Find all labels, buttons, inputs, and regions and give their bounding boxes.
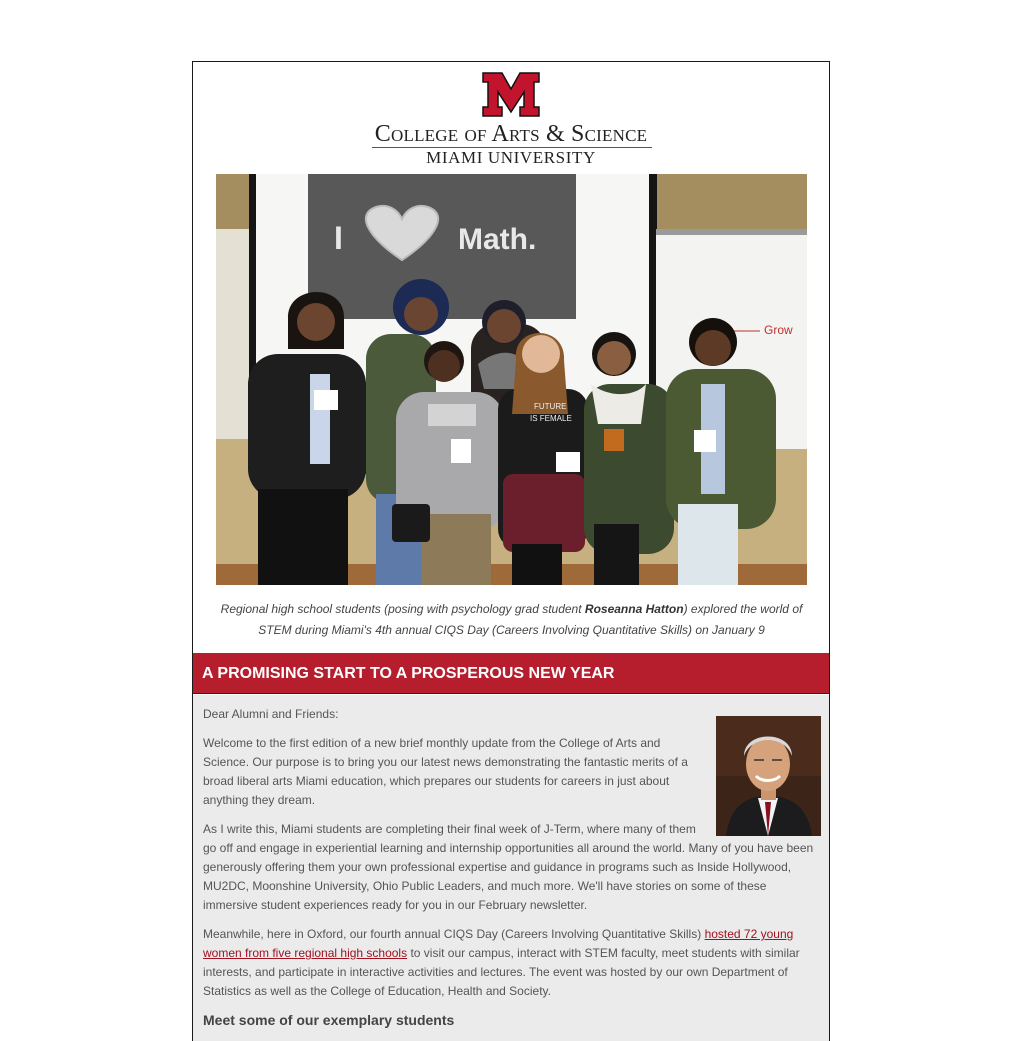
caption-text-before: Regional high school students (posing with psychology grad student [220,602,585,616]
caption-text-after: ) explored the world of STEM during Miami's 4th annual CIQS Day (Careers Involving Quantitative Skills) on January 9 [258,602,803,637]
photo-caption [213,599,810,641]
caption-name: Roseanna Hatton [584,602,684,616]
whiteboard-text: Grow [764,323,793,337]
letter-section [193,695,829,1041]
ciqs-text-after: to visit our campus, interact with STEM faculty, meet students with similar interests, and participate in interactive activities and lectures. The event was hosted by our own Department of Statistics as well as the College of Education, Health and Society. [203,946,800,998]
screen-text-i: I [334,220,343,256]
paragraph-ciqs [203,925,821,1001]
paragraph-jterm: As I write this, Miami students are completing their final week of J-Term, where many of them go off and engage in experiential learning and internship opportunities all around the world. Many of you have been generously offering them your own professional expertise and guidance in programs such as Inside Hollywood, MU2DC, Moonshine University, Ohio Public Leaders, and much more. We'll have stories on some of these immersive student experiences ready for you in our February newsletter. [203,822,814,912]
college-name: College of Arts & Science [374,121,648,147]
shirt-text-2: IS FEMALE [530,414,572,423]
ciqs-text-before: Meanwhile, here in Oxford, our fourth annual CIQS Day (Careers Involving Quantitative Skills) [203,927,705,941]
newsletter-card [192,61,830,1041]
letter-body [203,705,821,1030]
screen-text-math: Math. [458,223,537,256]
students-subhead: Meet some of our exemplary students [203,1012,455,1028]
section-banner: A PROMISING START TO A PROSPEROUS NEW YEAR [193,653,829,694]
miami-m-logo-icon [482,72,540,117]
university-name: MIAMI UNIVERSITY [426,148,596,167]
hero-photo [216,174,807,585]
masthead [193,62,829,174]
paragraph-intro: Welcome to the first edition of a new brief monthly update from the College of Arts and Science. Our purpose is to bring you our latest news demonstrating the fantastic merits of a broad liberal arts Miami education, which prepares our students for careers in just about anything they dream. [203,736,688,807]
ciqs-hosted-link[interactable]: hosted 72 young women from five regional high schools [203,927,794,960]
shirt-text-1: FUTURE [534,402,567,411]
students-group-photo [216,174,807,585]
greeting: Dear Alumni and Friends: [203,707,339,721]
